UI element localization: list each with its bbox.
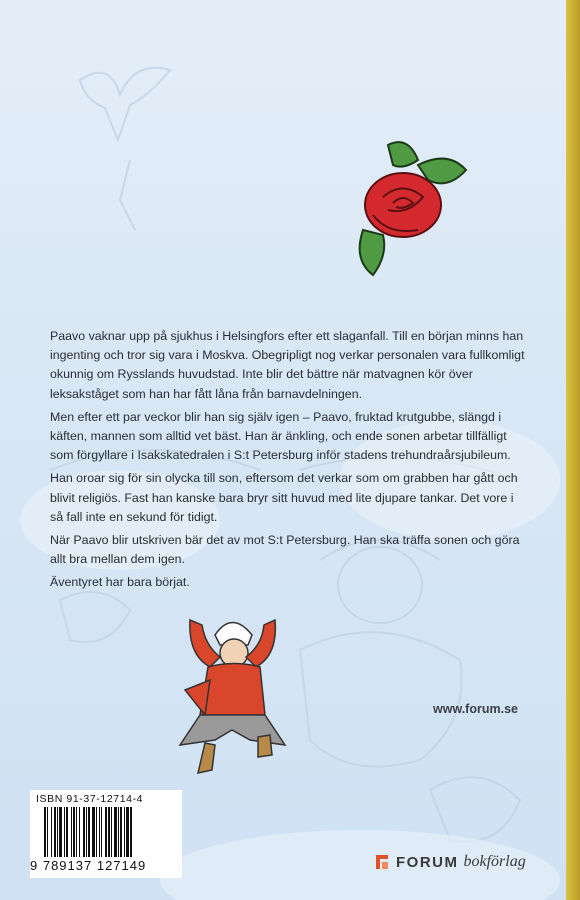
blurb-paragraph: När Paavo blir utskriven bär det av mot S:t Petersburg. Han ska träffa sonen och göra allt bra mellan dem igen. — [50, 533, 520, 567]
spine-edge — [566, 0, 580, 900]
publisher-website: www.forum.se — [433, 702, 518, 716]
publisher-suffix: bokförlag — [463, 853, 526, 870]
blurb-paragraph: Han oroar sig för sin olycka till son, eftersom det verkar som om grabben har gått och blivit religiös. Fast han kanske bara bryr sitt huvud med lite djupare tankar. Det vore i så fall inte en sekund för tidigt. — [50, 471, 518, 524]
jumping-character-illustration — [170, 595, 295, 790]
forum-logo-icon — [376, 855, 388, 869]
blurb-paragraph: Men efter ett par veckor blir han sig själv igen – Paavo, fruktad krutgubbe, slängd i käften, mannen som alltid vet bäst. Han är änkling, och ende sonen arbetar tillfälligt som förgyllare i Isakskatedralen i S:t Petersburg inför stadens trehundraårsjubileum. — [50, 409, 511, 463]
isbn-number: ISBN 91-37-12714-4 — [36, 793, 144, 805]
blurb-paragraph: Äventyret har bara börjat. — [50, 575, 190, 590]
publisher-logo — [376, 851, 526, 873]
barcode — [44, 807, 174, 857]
publisher-name: FORUM — [396, 853, 459, 871]
ean-number: 9 789137 127149 — [30, 858, 147, 873]
rose-icon — [348, 135, 468, 280]
blurb-paragraph: Paavo vaknar upp på sjukhus i Helsingfors efter ett slaganfall. Till en början minns han ingenting och tror sig vara i Moskva. Obegripligt nog verkar personalen vara fullkomligt okunnig om Rysslands huvudstad. Inte blir det bättre när matvagnen kör över leksakståget som han har fått låna från barnavdelningen. — [50, 329, 525, 401]
back-cover-blurb — [50, 327, 526, 597]
